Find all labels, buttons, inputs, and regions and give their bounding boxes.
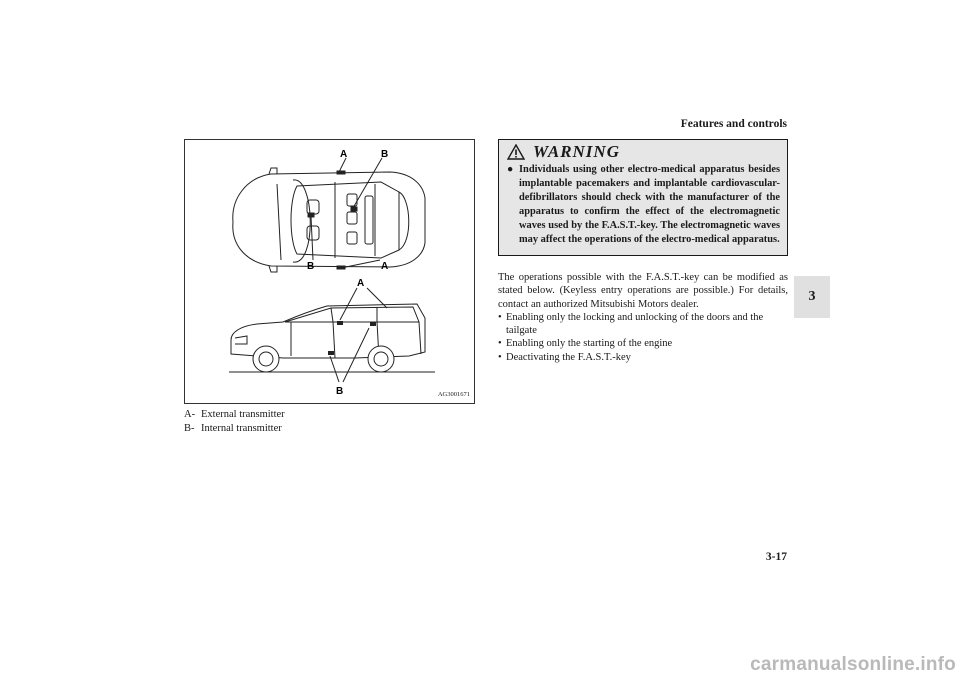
body-text <box>498 271 788 364</box>
callout-a-side: A <box>357 278 365 289</box>
watermark: carmanualsonline.info <box>750 654 956 675</box>
figure-code: AG3001671 <box>437 391 470 398</box>
list-bullet: • <box>498 351 502 363</box>
list-item <box>498 311 788 338</box>
warning-box <box>498 139 788 256</box>
legend-key: A- <box>184 409 196 420</box>
chapter-tab <box>794 276 830 318</box>
list-item-text: Enabling only the locking and unlocking of the doors and the tailgate <box>506 311 764 337</box>
callout-b-side: B <box>336 386 344 397</box>
car-diagram <box>185 140 476 405</box>
car-top-view <box>233 168 425 272</box>
warning-label: WARNING <box>533 142 620 161</box>
page-number: 3-17 <box>765 551 787 563</box>
callout-b-top: B <box>381 149 389 160</box>
car-side-view <box>231 304 425 372</box>
legend-text: Internal transmitter <box>201 423 282 434</box>
warning-header <box>507 142 620 162</box>
warning-text: Individuals using other electro-medical apparatus besides implantable pacemakers and implantable cardiovascular-defibrillators should check with the manufacturer of the apparatus to confirm the effect of the electromagnetic waves used by the F.A.S.T.-key. The electromagnetic waves may affect the operations of the electro-medical apparatus. <box>519 164 780 245</box>
body-paragraph: The operations possible with the F.A.S.T.-key can be modified as stated below. (Keyless entry operations are possible.) For details, contact an authorized Mitsubishi Motors dealer. <box>498 272 788 310</box>
callout-a-bottom-right: A <box>381 261 389 272</box>
list-item <box>498 351 788 364</box>
legend-text: External transmitter <box>201 409 285 420</box>
warning-item <box>507 163 780 247</box>
chapter-number: 3 <box>808 289 816 304</box>
legend-item <box>184 422 285 436</box>
side-transmitter-marker-1 <box>337 321 343 325</box>
callout-b-bottom-left: B <box>307 261 315 272</box>
list-item-text: Enabling only the starting of the engine <box>506 338 673 350</box>
side-transmitter-marker-2 <box>370 322 376 326</box>
list-bullet: • <box>498 311 502 323</box>
section-title: Features and controls <box>680 118 787 130</box>
warning-triangle-icon <box>507 144 525 160</box>
list-item <box>498 337 788 350</box>
figure-legend <box>184 408 285 436</box>
callout-a-top: A <box>340 149 348 160</box>
side-transmitter-marker-3 <box>328 351 334 355</box>
legend-key: B- <box>184 423 195 434</box>
list-bullet: • <box>498 338 502 350</box>
top-callout-lines <box>311 158 382 268</box>
transmitter-location-figure <box>184 139 475 404</box>
legend-item <box>184 408 285 422</box>
list-item-text: Deactivating the F.A.S.T.-key <box>506 351 631 363</box>
warning-bullet: ● <box>507 164 514 175</box>
